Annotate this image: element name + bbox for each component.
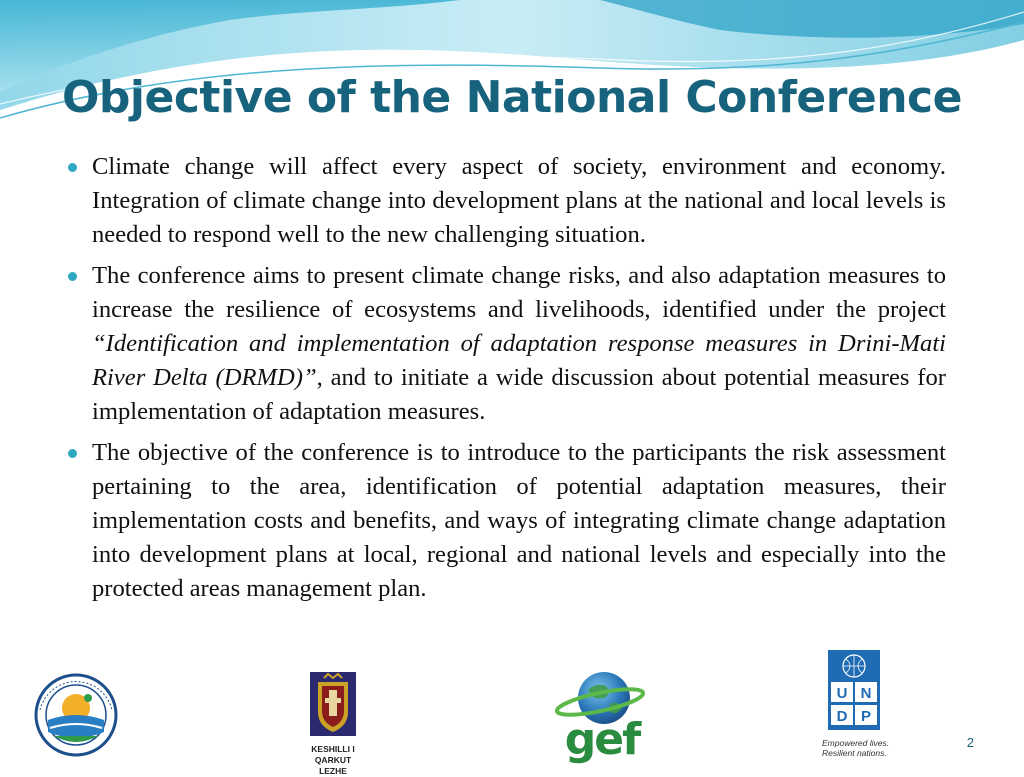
bullet-text: The conference aims to present climate change risks, and also adaptation measures to increase the resilience of ecosystems and livelihoods, identified under the project [92,261,946,323]
slide-title: Objective of the National Conference [62,72,962,123]
lezhe-caption-line1: KESHILLI I [311,744,355,754]
undp-letter: D [836,708,848,725]
bullet-item [62,436,946,607]
slide-number: 2 [966,735,974,750]
gef-logo [552,664,652,765]
undp-logo [822,650,902,758]
bullet-list [62,150,946,613]
bullet-dot-icon [68,449,77,458]
ministry-seal-icon [28,672,124,758]
undp-letter: U [836,685,848,702]
lezhe-logo [300,672,366,777]
bullet-item [62,150,946,253]
lezhe-caption-line2: QARKUT LEZHE [314,755,352,776]
bullet-text: The objective of the conference is to introduce to the participants the risk assessment pertaining to the area, identification of potential adaptation measures, their implementation costs and benefits, and ways of integrating climate change adaptation into development plans at local, regional and national levels and especially into the protected areas management plan. [92,438,946,603]
bullet-dot-icon [68,163,77,172]
undp-logo-icon [828,650,880,730]
bullet-item [62,259,946,430]
bullet-text: Climate change will affect every aspect of society, environment and economy. Integration of climate change into development plans at the national and local levels is needed to respond well to the new challenging situation. [92,153,946,249]
bullet-dot-icon [68,272,77,281]
lezhe-coat-of-arms-icon [310,672,356,736]
undp-letter: N [860,685,872,702]
undp-tagline-line2: Resilient nations. [822,748,887,758]
gef-wordmark: gef [564,714,640,765]
bullet-text-continued: , and to initiate a wide discussion about potential measures for implementation of adaptation measures. [92,364,946,426]
project-title: “Identification and implementation of adaptation response measures in Drini-Mati River Delta (DRMD)” [92,330,946,392]
undp-letter: P [860,708,872,725]
undp-tagline-line1: Empowered lives. [822,738,890,748]
